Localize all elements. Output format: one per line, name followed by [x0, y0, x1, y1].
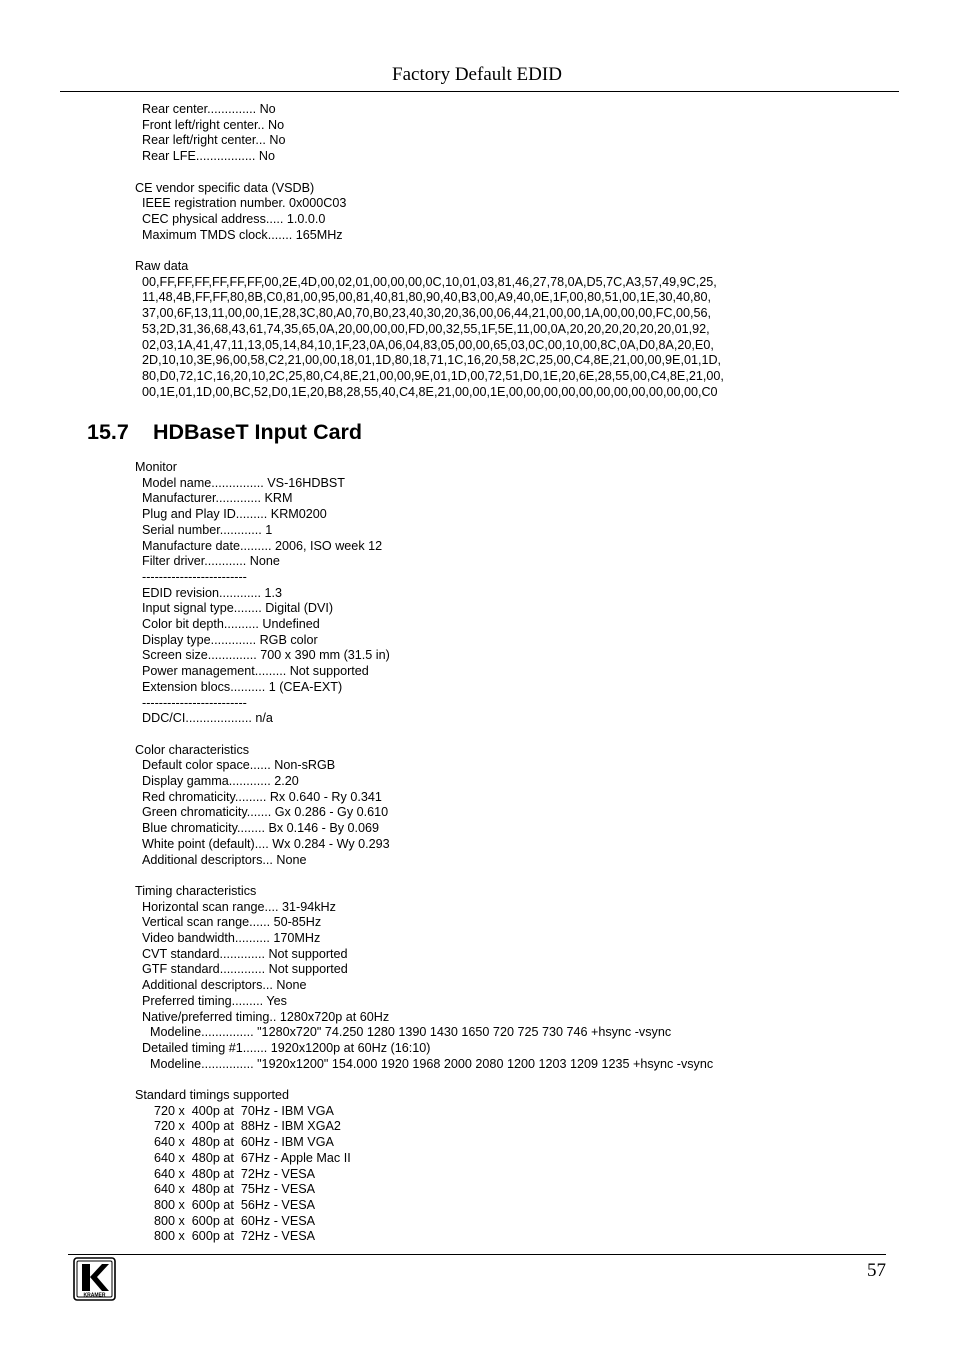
text-line: GTF standard............. Not supported — [142, 962, 348, 977]
text-line: Additional descriptors... None — [142, 978, 307, 993]
text-line: Modeline............... "1920x1200" 154.000 1920 1968 2000 2080 1200 1203 1209 1235 +hsync -vsync — [150, 1056, 714, 1071]
text-line: Preferred timing......... Yes — [142, 993, 287, 1008]
text-line: 11,48,4B,FF,FF,80,8B,C0,81,00,95,00,81,40,81,80,90,40,B3,00,A9,40,0E,1F,00,80,51,00,1E,30,40,80, — [142, 290, 712, 305]
text-line: 00,1E,01,1D,00,BC,52,D0,1E,20,B8,28,55,40,C4,8E,21,00,00,1E,00,00,00,00,00,00,00,00,00,00,00,C0 — [142, 384, 718, 399]
edid-dump-top — [135, 102, 915, 400]
text-line: Native/preferred timing.. 1280x720p at 60Hz — [142, 1009, 390, 1024]
edid-dump-hdbaset — [135, 460, 915, 1245]
text-line: White point (default).... Wx 0.284 - Wy 0.293 — [142, 836, 390, 851]
text-line: Color characteristics — [135, 742, 250, 757]
text-line: 800 x 600p at 56Hz - VESA — [154, 1198, 316, 1212]
text-line: 02,03,1A,41,47,11,13,05,14,84,10,1F,23,0A,06,04,83,05,00,00,65,03,0C,00,10,00,8C,0A,D0,8A,20,E0, — [142, 337, 714, 352]
text-line: 640 x 480p at 60Hz - IBM VGA — [154, 1135, 334, 1150]
text-line: Additional descriptors... None — [142, 852, 307, 867]
text-line: Modeline............... "1280x720" 74.250 1280 1390 1430 1650 720 725 730 746 +hsync -vsync — [150, 1025, 672, 1040]
text-line: 800 x 600p at 72Hz - VESA — [154, 1229, 316, 1244]
text-line: 800 x 600p at 60Hz - VESA — [154, 1213, 316, 1228]
text-line: Extension blocs.......... 1 (CEA-EXT) — [142, 679, 343, 694]
text-line: Timing characteristics — [135, 883, 257, 898]
text-line: Serial number............ 1 — [142, 522, 273, 537]
text-line: 00,FF,FF,FF,FF,FF,FF,00,2E,4D,00,02,01,00,00,00,0C,10,01,03,81,46,27,78,0A,D5,7C,A3,57,49,9C,25, — [142, 274, 717, 289]
page-number: 57 — [867, 1260, 886, 1281]
section-title: HDBaseT Input Card — [153, 420, 363, 444]
text-line: Plug and Play ID......... KRM0200 — [142, 507, 327, 522]
text-line: Front left/right center.. No — [142, 117, 285, 132]
text-line: 640 x 480p at 72Hz - VESA — [154, 1166, 316, 1181]
blank-line — [135, 1072, 915, 1088]
text-line: Rear center.............. No — [142, 102, 276, 116]
text-line: Vertical scan range...... 50-85Hz — [142, 915, 322, 930]
text-line: DDC/CI................... n/a — [142, 711, 273, 726]
blank-line — [135, 243, 915, 259]
text-line: Maximum TMDS clock....... 165MHz — [142, 227, 343, 242]
text-line: 640 x 480p at 75Hz - VESA — [154, 1182, 316, 1197]
text-line: CE vendor specific data (VSDB) — [135, 180, 315, 195]
text-line: CVT standard............. Not supported — [142, 946, 348, 961]
text-line: Rear LFE................. No — [142, 149, 275, 164]
text-line: Raw data — [135, 259, 189, 273]
text-line: Power management......... Not supported — [142, 664, 369, 679]
text-line: 80,D0,72,1C,16,20,10,2C,25,80,C4,8E,21,00,00,9E,01,1D,00,72,51,D0,1E,20,6E,28,55,00,C4,8E,21,00, — [142, 368, 724, 383]
text-line: Standard timings supported — [135, 1088, 290, 1103]
text-line: Screen size.............. 700 x 390 mm (31.5 in) — [142, 648, 390, 663]
logo-text: KRAMER — [83, 1292, 106, 1299]
footer-divider — [68, 1254, 886, 1255]
text-line: Filter driver............ None — [142, 554, 280, 569]
kramer-logo-icon — [73, 1257, 116, 1301]
text-line: Default color space...... Non-sRGB — [142, 758, 336, 773]
text-line: Blue chromaticity........ Bx 0.146 - By 0.069 — [142, 821, 380, 836]
text-line: Model name............... VS-16HDBST — [142, 475, 345, 490]
blank-line — [135, 727, 915, 743]
text-line: EDID revision............ 1.3 — [142, 585, 282, 600]
text-line: 720 x 400p at 88Hz - IBM XGA2 — [154, 1119, 341, 1134]
text-line: Input signal type........ Digital (DVI) — [142, 601, 334, 616]
text-line: Manufacturer............. KRM — [142, 491, 293, 506]
text-line: IEEE registration number. 0x000C03 — [142, 196, 347, 211]
text-line: Manufacture date......... 2006, ISO week 12 — [142, 538, 383, 553]
text-line: 37,00,6F,13,11,00,00,1E,28,3C,80,A0,70,B0,23,40,30,20,36,00,06,44,21,00,00,1A,00,00,00,FC,00,56, — [142, 306, 712, 321]
text-line: 720 x 400p at 70Hz - IBM VGA — [154, 1103, 334, 1118]
text-line: Color bit depth.......... Undefined — [142, 617, 320, 632]
blank-line — [135, 868, 915, 884]
text-line: 53,2D,31,36,68,43,61,74,35,65,0A,20,00,00,00,FD,00,32,55,1F,5E,11,00,0A,20,20,20,20,20,20,01,92, — [142, 321, 710, 336]
header-divider — [60, 91, 899, 92]
text-line: Display type............. RGB color — [142, 632, 318, 647]
text-line: ------------------------- — [142, 695, 247, 710]
running-header-title: Factory Default EDID — [392, 64, 562, 85]
text-line: Red chromaticity......... Rx 0.640 - Ry 0.341 — [142, 789, 382, 804]
text-line: Monitor — [135, 460, 177, 474]
text-line: Rear left/right center... No — [142, 133, 286, 148]
text-line: Video bandwidth.......... 170MHz — [142, 931, 321, 946]
text-line: Horizontal scan range.... 31-94kHz — [142, 899, 336, 914]
section-heading — [87, 420, 362, 445]
text-line: Green chromaticity....... Gx 0.286 - Gy 0.610 — [142, 805, 389, 820]
blank-line — [135, 165, 915, 181]
text-line: 640 x 480p at 67Hz - Apple Mac II — [154, 1150, 351, 1165]
text-line: CEC physical address..... 1.0.0.0 — [142, 211, 326, 226]
text-line: 2D,10,10,3E,96,00,58,C2,21,00,00,18,01,1D,80,18,71,1C,16,20,58,2C,25,00,C4,8E,21,00,00,9E,01,1D, — [142, 353, 722, 368]
section-number: 15.7 — [87, 420, 129, 444]
text-line: Detailed timing #1....... 1920x1200p at 60Hz (16:10) — [142, 1040, 431, 1055]
text-line: ------------------------- — [142, 569, 247, 584]
text-line: Display gamma............ 2.20 — [142, 774, 299, 789]
